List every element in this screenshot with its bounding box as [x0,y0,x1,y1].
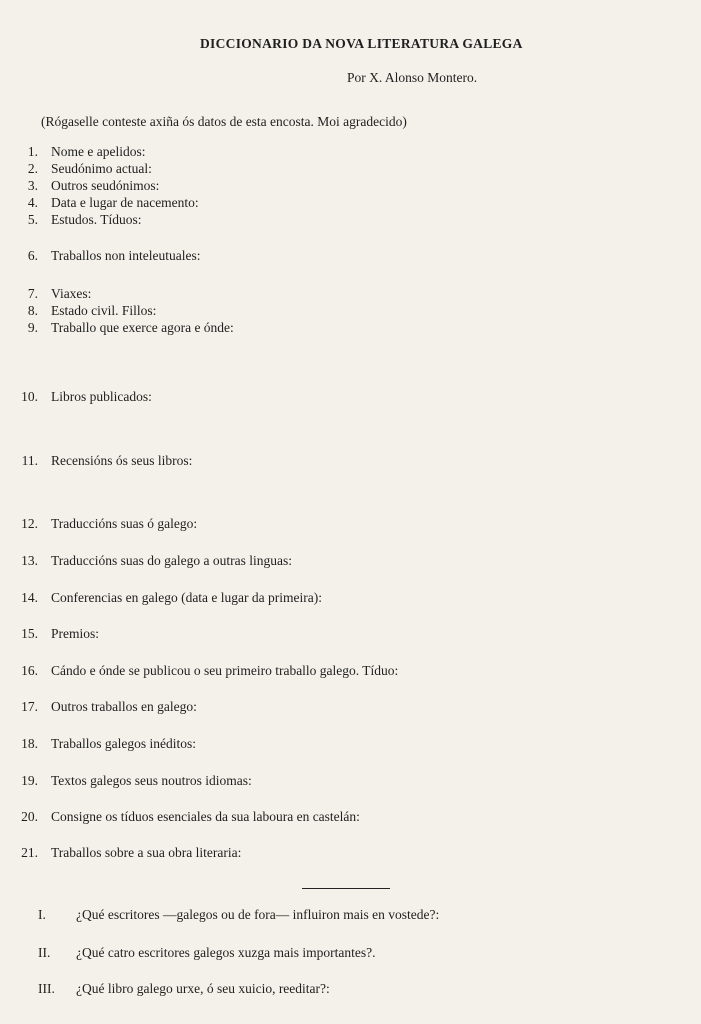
question-item [10,809,360,825]
question-number: 19. [21,773,38,788]
question-text: ¿Qué escritores —galegos ou de fora— influiron mais en vostede?: [76,907,440,922]
question-text: Premios: [51,626,100,641]
question-text: Consigne os tíduos esenciales da sua laboura en castelán: [51,809,360,824]
question-text: Outros traballos en galego: [51,699,197,714]
question-text: Recensións ós seus libros: [51,453,193,468]
question-text: Conferencias en galego (data e lugar da primeira): [51,590,322,605]
question-item [10,590,322,606]
question-text: Traballo que exerce agora e ónde: [51,320,234,335]
question-item [10,195,199,211]
question-text: Traballos non inteleutuales: [51,248,201,263]
question-text: Traballos galegos inéditos: [51,736,196,751]
question-item [10,286,91,302]
question-number: 15. [21,626,38,641]
question-number: 17. [21,699,38,714]
question-number: 1. [27,144,38,159]
question-item [10,303,156,319]
question-item [10,736,196,752]
question-item [10,453,192,469]
question-item [10,516,197,532]
question-number: 21. [21,845,38,860]
roman-question-item [38,907,439,923]
question-text: Textos galegos seus noutros idiomas: [51,773,252,788]
roman-question-item [38,945,376,961]
roman-question-item [38,981,330,997]
intro-note: (Rógaselle conteste axiña ós datos de esta encosta. Moi agradecido) [41,114,407,129]
question-text: Seudónimo actual: [51,161,152,176]
page-title: DICCIONARIO DA NOVA LITERATURA GALEGA [200,36,523,51]
question-text: ¿Qué catro escritores galegos xuzga mais importantes?. [76,945,376,960]
question-item [10,699,197,715]
question-item [10,248,200,264]
question-item [10,553,292,569]
question-number: 3. [27,178,38,193]
question-number: 6. [27,248,38,263]
question-item [10,626,99,642]
question-item [10,663,398,679]
question-text: ¿Qué libro galego urxe, ó seu xuicio, reeditar?: [76,981,330,996]
question-number: 14. [21,590,38,605]
question-number: II. [38,945,51,960]
question-number: 8. [27,303,38,318]
question-text: Cándo e ónde se publicou o seu primeiro traballo galego. Tíduo: [51,663,399,678]
question-number: I. [38,907,46,922]
question-item [10,178,159,194]
question-number: 9. [27,320,38,335]
question-text: Estudos. Tíduos: [51,212,142,227]
question-number: III. [38,981,55,996]
question-number: 11. [21,453,38,468]
question-number: 18. [21,736,38,751]
question-text: Nome e apelidos: [51,144,146,159]
question-item [10,773,252,789]
question-number: 13. [21,553,38,568]
question-number: 16. [21,663,38,678]
question-item [10,389,152,405]
question-number: 2. [27,161,38,176]
question-text: Viaxes: [51,286,92,301]
question-number: 20. [21,809,38,824]
question-text: Libros publicados: [51,389,152,404]
question-text: Outros seudónimos: [51,178,160,193]
author-byline: Por X. Alonso Montero. [347,70,478,85]
question-item [10,144,145,160]
question-number: 10. [21,389,38,404]
question-text: Traballos sobre a sua obra literaria: [51,845,242,860]
question-item [10,212,142,228]
question-text: Traduccións suas ó galego: [51,516,198,531]
question-number: 12. [21,516,38,531]
question-number: 4. [27,195,38,210]
question-number: 7. [27,286,38,301]
question-text: Traduccións suas do galego a outras linguas: [51,553,292,568]
question-item [10,161,152,177]
question-item [10,845,241,861]
question-text: Data e lugar de nacemento: [51,195,199,210]
question-item [10,320,234,336]
question-number: 5. [27,212,38,227]
section-divider [302,888,390,889]
question-text: Estado civil. Fillos: [51,303,157,318]
